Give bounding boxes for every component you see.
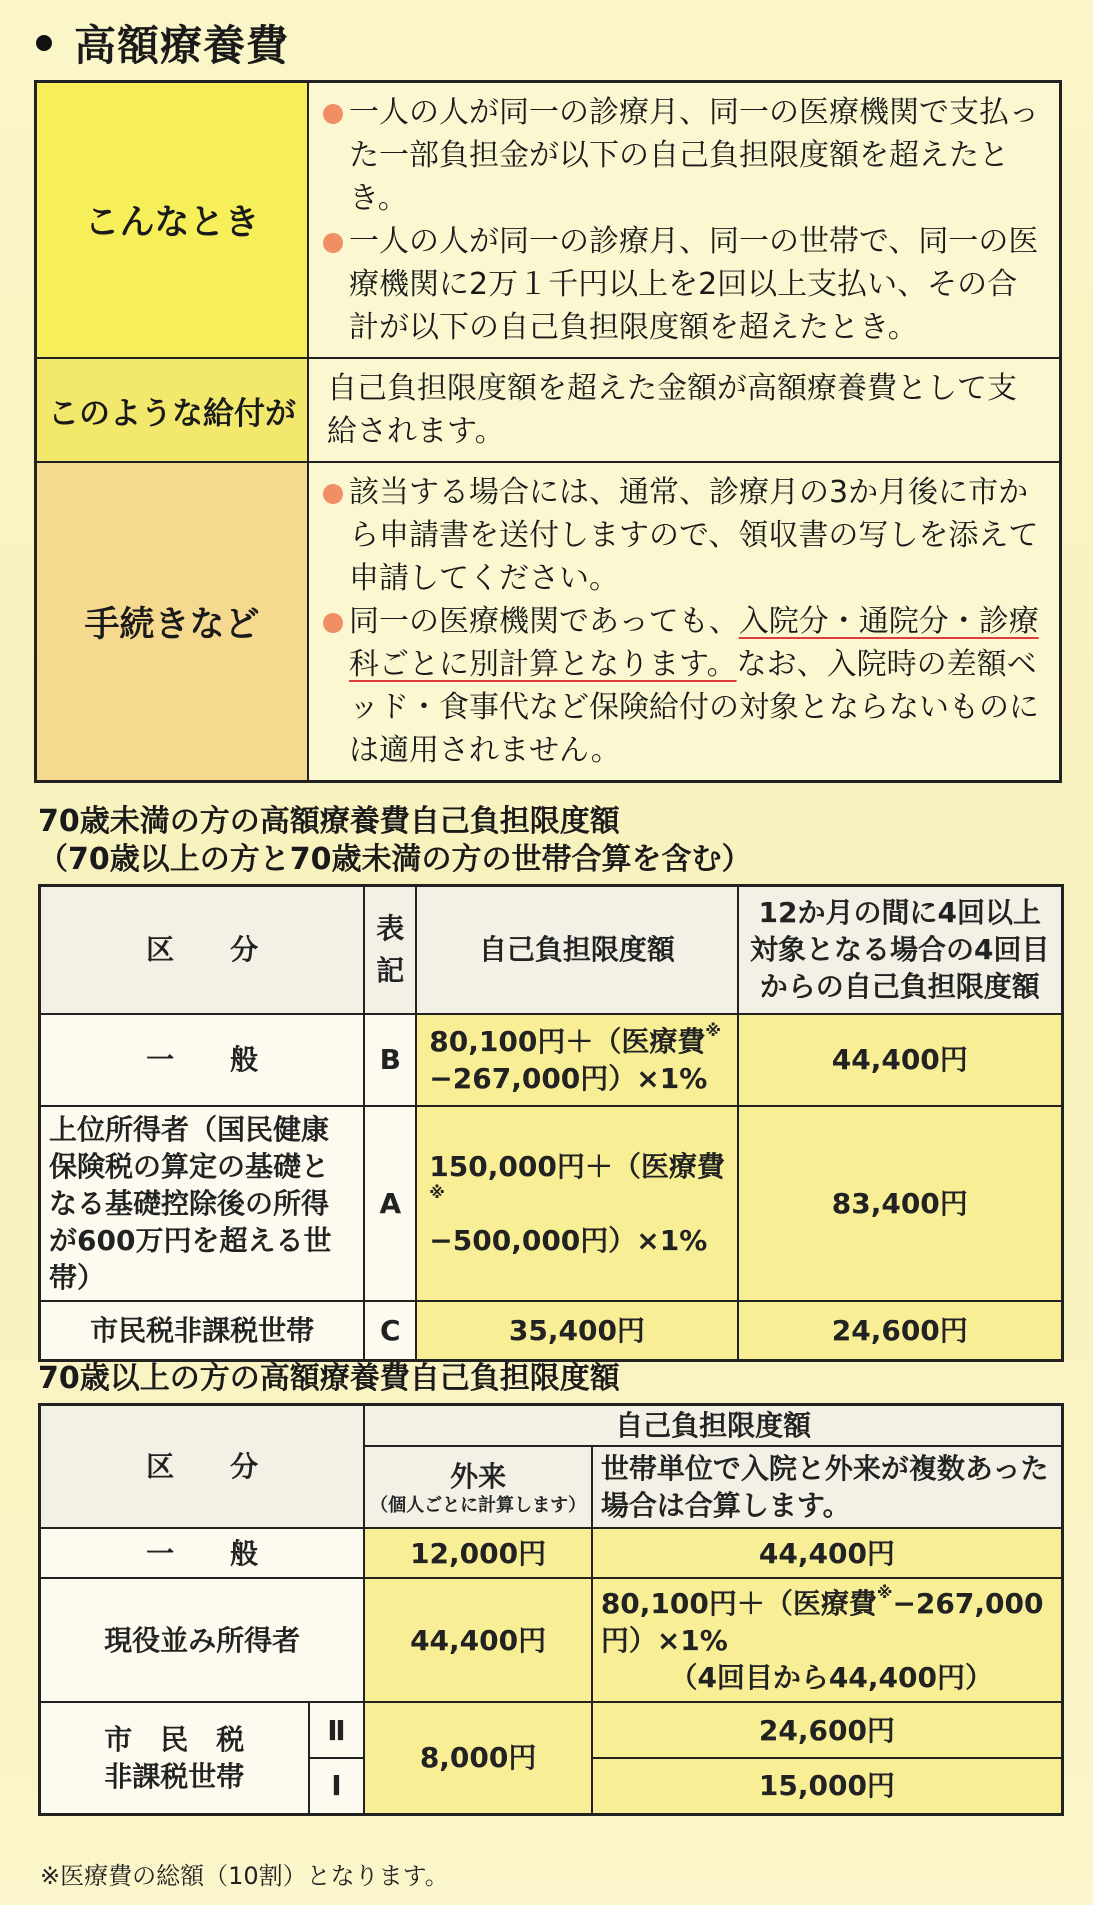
under70-table [38,884,1064,1362]
orange-bullet-icon [323,233,343,253]
content-procedure [308,462,1061,782]
row-general-hyoki: B [364,1014,416,1106]
table-row [40,1106,1063,1301]
procedure-item-2: 同一の医療機関であっても、入院分・通院分・診療科ごとに別計算となります。なお、入院時の差額ベッド・食事代など保険給付の対象とならないものには適用されません。 [323,600,1045,772]
info-table [34,80,1062,783]
row-active-household: 80,100円＋（医療費※−267,000円）×1% （4回目から44,400円） [592,1578,1063,1702]
table-row [40,886,1063,1014]
when-item-1: 一人の人が同一の診療月、同一の医療機関で支払った一部負担金が以下の自己負担限度額を超えたとき。 [323,91,1045,220]
table-row [40,1702,1063,1758]
header-hyoki: 表記 [364,886,416,1014]
header-limit: 自己負担限度額 [364,1405,1062,1447]
row-exempt-level2-household: 24,600円 [592,1702,1063,1758]
row-general-household: 44,400円 [592,1528,1063,1578]
info-row-when [36,82,1061,359]
header-household: 世帯単位で入院と外来が複数あった場合は合算します。 [592,1446,1063,1528]
bullet-icon [36,35,52,51]
row-exempt-limit: 35,400円 [416,1301,737,1361]
row-exempt-level1-household: 15,000円 [592,1758,1063,1814]
table-row [40,1301,1063,1361]
row-upper-limit: 150,000円＋（医療費※ −500,000円）×1% [416,1106,737,1301]
row-exempt-kubun: 市民税非課税世帯 [40,1301,365,1361]
header-fourth: 12か月の間に4回以上対象となる場合の4回目からの自己負担限度額 [738,886,1063,1014]
row-general-kubun: 一 般 [40,1014,365,1106]
row-general-kubun: 一 般 [40,1528,365,1578]
over70-table [38,1403,1064,1816]
row-general-fourth: 44,400円 [738,1014,1063,1106]
row-exempt-outpatient: 8,000円 [364,1702,591,1814]
row-exempt-fourth: 24,600円 [738,1301,1063,1361]
row-exempt-level1: Ⅰ [309,1758,365,1814]
row-exempt-level2: Ⅱ [309,1702,365,1758]
label-benefit: このような給付が [36,358,309,462]
content-when [308,82,1061,359]
label-when: こんなとき [36,82,309,359]
table-row [40,1405,1063,1447]
table-row [40,1578,1063,1702]
header-limit: 自己負担限度額 [416,886,737,1014]
row-upper-hyoki: A [364,1106,416,1301]
footnote: ※医療費の総額（10割）となります。 [40,1862,449,1890]
label-procedure: 手続きなど [36,462,309,782]
row-general-limit: 80,100円＋（医療費※ −267,000円）×1% [416,1014,737,1106]
table-row [40,1528,1063,1578]
page-title-text: 高額療養費 [74,21,290,70]
table1-heading: 70歳未満の方の高額療養費自己負担限度額 （70歳以上の方と70歳未満の方の世帯合算を含む） [38,804,752,877]
row-active-outpatient: 44,400円 [364,1578,591,1702]
header-outpatient: 外来 （個人ごとに計算します） [364,1446,591,1528]
row-exempt-hyoki: C [364,1301,416,1361]
info-row-benefit [36,358,1061,462]
orange-bullet-icon [323,484,343,504]
underlined-text: 入院分・通院分・診療科ごとに別計算となります。 [349,604,1039,682]
table-row [40,1014,1063,1106]
header-kubun: 区 分 [40,1405,365,1529]
header-kubun: 区 分 [40,886,365,1014]
row-exempt-kubun: 市 民 税 非課税世帯 [40,1702,309,1814]
benefit-text: 自己負担限度額を超えた金額が高額療養費として支給されます。 [327,371,1017,449]
content-benefit [308,358,1061,462]
info-row-procedure [36,462,1061,782]
row-upper-kubun: 上位所得者（国民健康保険税の算定の基礎となる基礎控除後の所得が600万円を超える世帯） [40,1106,365,1301]
when-item-2: 一人の人が同一の診療月、同一の世帯で、同一の医療機関に2万１千円以上を2回以上支払い、その合計が以下の自己負担限度額を超えたとき。 [323,220,1045,349]
row-general-outpatient: 12,000円 [364,1528,591,1578]
page-title [36,12,289,74]
orange-bullet-icon [323,104,343,124]
row-upper-fourth: 83,400円 [738,1106,1063,1301]
row-active-kubun: 現役並み所得者 [40,1578,365,1702]
procedure-item-1: 該当する場合には、通常、診療月の3か月後に市から申請書を送付しますので、領収書の写しを添えて申請してください。 [323,471,1045,600]
table2-heading: 70歳以上の方の高額療養費自己負担限度額 [38,1361,620,1396]
orange-bullet-icon [323,613,343,633]
